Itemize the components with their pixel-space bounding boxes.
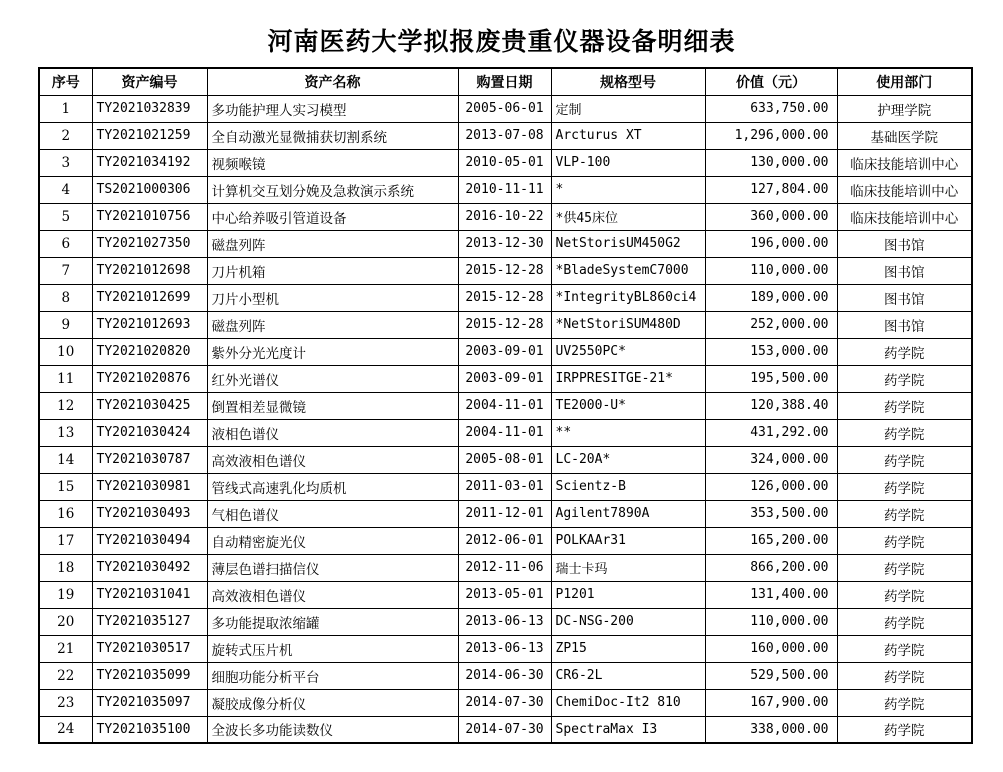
cell-asset-name: 高效液相色谱仪	[207, 446, 458, 473]
cell-asset-code: TY2021030494	[92, 527, 207, 554]
cell-spec-model: POLKAAr31	[551, 527, 705, 554]
cell-serial: 2	[39, 122, 92, 149]
cell-purchase-date: 2012-11-06	[458, 554, 551, 581]
cell-asset-code: TY2021030492	[92, 554, 207, 581]
cell-serial: 19	[39, 581, 92, 608]
cell-spec-model: ChemiDoc-It2 810	[551, 689, 705, 716]
cell-purchase-date: 2013-12-30	[458, 230, 551, 257]
cell-spec-model: *NetStoriSUM480D	[551, 311, 705, 338]
table-row	[39, 662, 972, 689]
cell-spec-model: P1201	[551, 581, 705, 608]
header-serial: 序号	[39, 68, 92, 95]
cell-asset-code: TY2021030517	[92, 635, 207, 662]
cell-serial: 16	[39, 500, 92, 527]
cell-asset-code: TY2021027350	[92, 230, 207, 257]
cell-purchase-date: 2011-12-01	[458, 500, 551, 527]
cell-asset-code: TY2021030981	[92, 473, 207, 500]
cell-department: 药学院	[837, 716, 972, 743]
cell-serial: 3	[39, 149, 92, 176]
cell-asset-name: 刀片小型机	[207, 284, 458, 311]
cell-department: 药学院	[837, 365, 972, 392]
cell-serial: 4	[39, 176, 92, 203]
cell-asset-code: TY2021021259	[92, 122, 207, 149]
cell-asset-code: TY2021035127	[92, 608, 207, 635]
cell-department: 基础医学院	[837, 122, 972, 149]
cell-asset-code: TY2021035097	[92, 689, 207, 716]
cell-purchase-date: 2010-05-01	[458, 149, 551, 176]
cell-spec-model: UV2550PC*	[551, 338, 705, 365]
cell-asset-code: TY2021035100	[92, 716, 207, 743]
table-row	[39, 284, 972, 311]
table-row	[39, 527, 972, 554]
cell-department: 图书馆	[837, 284, 972, 311]
cell-value: 252,000.00	[705, 311, 837, 338]
cell-spec-model: Agilent7890A	[551, 500, 705, 527]
cell-value: 431,292.00	[705, 419, 837, 446]
cell-spec-model: *	[551, 176, 705, 203]
cell-purchase-date: 2016-10-22	[458, 203, 551, 230]
equipment-table	[38, 67, 973, 744]
cell-serial: 9	[39, 311, 92, 338]
cell-purchase-date: 2003-09-01	[458, 365, 551, 392]
cell-value: 127,804.00	[705, 176, 837, 203]
cell-purchase-date: 2005-06-01	[458, 95, 551, 122]
table-row	[39, 716, 972, 743]
cell-purchase-date: 2011-03-01	[458, 473, 551, 500]
cell-serial: 23	[39, 689, 92, 716]
cell-asset-code: TS2021000306	[92, 176, 207, 203]
cell-value: 130,000.00	[705, 149, 837, 176]
cell-asset-name: 磁盘列阵	[207, 230, 458, 257]
cell-asset-name: 高效液相色谱仪	[207, 581, 458, 608]
cell-asset-name: 全波长多功能读数仪	[207, 716, 458, 743]
cell-department: 图书馆	[837, 230, 972, 257]
table-row	[39, 365, 972, 392]
cell-purchase-date: 2014-07-30	[458, 716, 551, 743]
table-header-row	[39, 68, 972, 95]
cell-asset-name: 薄层色谱扫描信仪	[207, 554, 458, 581]
table-row	[39, 149, 972, 176]
cell-serial: 18	[39, 554, 92, 581]
cell-asset-name: 多功能提取浓缩罐	[207, 608, 458, 635]
table-row	[39, 95, 972, 122]
cell-asset-code: TY2021030787	[92, 446, 207, 473]
table-row	[39, 446, 972, 473]
table-row	[39, 554, 972, 581]
cell-spec-model: 瑞士卡玛	[551, 554, 705, 581]
cell-department: 药学院	[837, 473, 972, 500]
cell-asset-code: TY2021030425	[92, 392, 207, 419]
cell-spec-model: SpectraMax I3	[551, 716, 705, 743]
cell-department: 药学院	[837, 527, 972, 554]
header-spec-model: 规格型号	[551, 68, 705, 95]
table-row	[39, 473, 972, 500]
cell-spec-model: DC-NSG-200	[551, 608, 705, 635]
cell-spec-model: NetStorisUM450G2	[551, 230, 705, 257]
cell-value: 189,000.00	[705, 284, 837, 311]
header-department: 使用部门	[837, 68, 972, 95]
cell-asset-name: 凝胶成像分析仪	[207, 689, 458, 716]
cell-purchase-date: 2004-11-01	[458, 392, 551, 419]
cell-serial: 15	[39, 473, 92, 500]
cell-purchase-date: 2015-12-28	[458, 311, 551, 338]
cell-department: 药学院	[837, 419, 972, 446]
cell-asset-name: 旋转式压片机	[207, 635, 458, 662]
cell-spec-model: VLP-100	[551, 149, 705, 176]
cell-value: 360,000.00	[705, 203, 837, 230]
cell-asset-name: 多功能护理人实习模型	[207, 95, 458, 122]
cell-value: 866,200.00	[705, 554, 837, 581]
cell-spec-model: **	[551, 419, 705, 446]
cell-value: 120,388.40	[705, 392, 837, 419]
cell-asset-code: TY2021012698	[92, 257, 207, 284]
cell-asset-name: 全自动激光显微捕获切割系统	[207, 122, 458, 149]
cell-value: 167,900.00	[705, 689, 837, 716]
cell-serial: 24	[39, 716, 92, 743]
cell-serial: 7	[39, 257, 92, 284]
cell-value: 110,000.00	[705, 257, 837, 284]
header-asset-code: 资产编号	[92, 68, 207, 95]
table-row	[39, 257, 972, 284]
cell-purchase-date: 2015-12-28	[458, 284, 551, 311]
cell-value: 196,000.00	[705, 230, 837, 257]
cell-asset-name: 刀片机箱	[207, 257, 458, 284]
cell-value: 324,000.00	[705, 446, 837, 473]
cell-asset-name: 管线式高速乳化均质机	[207, 473, 458, 500]
cell-asset-code: TY2021035099	[92, 662, 207, 689]
cell-spec-model: *BladeSystemC7000	[551, 257, 705, 284]
cell-department: 药学院	[837, 338, 972, 365]
cell-asset-name: 倒置相差显微镜	[207, 392, 458, 419]
cell-department: 药学院	[837, 689, 972, 716]
document-title: 河南医药大学拟报废贵重仪器设备明细表	[267, 27, 736, 56]
cell-purchase-date: 2012-06-01	[458, 527, 551, 554]
cell-purchase-date: 2004-11-01	[458, 419, 551, 446]
cell-value: 110,000.00	[705, 608, 837, 635]
cell-serial: 14	[39, 446, 92, 473]
cell-spec-model: CR6-2L	[551, 662, 705, 689]
cell-department: 药学院	[837, 554, 972, 581]
cell-serial: 1	[39, 95, 92, 122]
cell-asset-code: TY2021020876	[92, 365, 207, 392]
cell-asset-name: 细胞功能分析平台	[207, 662, 458, 689]
cell-asset-name: 红外光谱仪	[207, 365, 458, 392]
cell-department: 图书馆	[837, 257, 972, 284]
header-asset-name: 资产名称	[207, 68, 458, 95]
table-row	[39, 392, 972, 419]
cell-value: 153,000.00	[705, 338, 837, 365]
cell-serial: 6	[39, 230, 92, 257]
cell-value: 160,000.00	[705, 635, 837, 662]
cell-purchase-date: 2015-12-28	[458, 257, 551, 284]
cell-department: 药学院	[837, 392, 972, 419]
table-row	[39, 608, 972, 635]
table-row	[39, 581, 972, 608]
cell-department: 临床技能培训中心	[837, 149, 972, 176]
cell-purchase-date: 2003-09-01	[458, 338, 551, 365]
cell-spec-model: *IntegrityBL860ci4	[551, 284, 705, 311]
cell-value: 195,500.00	[705, 365, 837, 392]
cell-asset-code: TY2021012693	[92, 311, 207, 338]
cell-department: 药学院	[837, 662, 972, 689]
cell-spec-model: LC-20A*	[551, 446, 705, 473]
cell-spec-model: *供45床位	[551, 203, 705, 230]
cell-purchase-date: 2005-08-01	[458, 446, 551, 473]
cell-value: 165,200.00	[705, 527, 837, 554]
cell-purchase-date: 2013-07-08	[458, 122, 551, 149]
cell-asset-code: TY2021010756	[92, 203, 207, 230]
cell-serial: 10	[39, 338, 92, 365]
cell-asset-name: 磁盘列阵	[207, 311, 458, 338]
cell-serial: 5	[39, 203, 92, 230]
cell-department: 临床技能培训中心	[837, 176, 972, 203]
cell-serial: 8	[39, 284, 92, 311]
cell-serial: 20	[39, 608, 92, 635]
cell-spec-model: Arcturus XT	[551, 122, 705, 149]
cell-value: 338,000.00	[705, 716, 837, 743]
table-row	[39, 176, 972, 203]
table-row	[39, 311, 972, 338]
cell-asset-code: TY2021032839	[92, 95, 207, 122]
cell-value: 131,400.00	[705, 581, 837, 608]
table-row	[39, 338, 972, 365]
table-row	[39, 500, 972, 527]
cell-purchase-date: 2013-06-13	[458, 608, 551, 635]
cell-asset-code: TY2021030493	[92, 500, 207, 527]
cell-asset-code: TY2021020820	[92, 338, 207, 365]
cell-value: 1,296,000.00	[705, 122, 837, 149]
cell-department: 图书馆	[837, 311, 972, 338]
cell-asset-name: 视频喉镜	[207, 149, 458, 176]
cell-asset-name: 中心给养吸引管道设备	[207, 203, 458, 230]
cell-asset-code: TY2021012699	[92, 284, 207, 311]
cell-serial: 22	[39, 662, 92, 689]
table-row	[39, 203, 972, 230]
cell-serial: 12	[39, 392, 92, 419]
cell-serial: 17	[39, 527, 92, 554]
table-row	[39, 122, 972, 149]
cell-purchase-date: 2010-11-11	[458, 176, 551, 203]
cell-asset-code: TY2021031041	[92, 581, 207, 608]
cell-department: 临床技能培训中心	[837, 203, 972, 230]
cell-asset-name: 计算机交互划分娩及急救演示系统	[207, 176, 458, 203]
cell-department: 药学院	[837, 608, 972, 635]
cell-value: 126,000.00	[705, 473, 837, 500]
cell-department: 药学院	[837, 635, 972, 662]
cell-purchase-date: 2014-07-30	[458, 689, 551, 716]
cell-asset-name: 液相色谱仪	[207, 419, 458, 446]
cell-purchase-date: 2013-06-13	[458, 635, 551, 662]
header-purchase-date: 购置日期	[458, 68, 551, 95]
cell-asset-code: TY2021030424	[92, 419, 207, 446]
cell-purchase-date: 2013-05-01	[458, 581, 551, 608]
cell-asset-name: 自动精密旋光仪	[207, 527, 458, 554]
cell-asset-code: TY2021034192	[92, 149, 207, 176]
cell-spec-model: TE2000-U*	[551, 392, 705, 419]
table-row	[39, 635, 972, 662]
cell-department: 药学院	[837, 500, 972, 527]
cell-serial: 13	[39, 419, 92, 446]
cell-spec-model: 定制	[551, 95, 705, 122]
cell-value: 529,500.00	[705, 662, 837, 689]
cell-serial: 11	[39, 365, 92, 392]
cell-department: 护理学院	[837, 95, 972, 122]
table-row	[39, 689, 972, 716]
cell-spec-model: ZP15	[551, 635, 705, 662]
cell-purchase-date: 2014-06-30	[458, 662, 551, 689]
cell-department: 药学院	[837, 446, 972, 473]
cell-value: 353,500.00	[705, 500, 837, 527]
cell-spec-model: Scientz-B	[551, 473, 705, 500]
cell-department: 药学院	[837, 581, 972, 608]
cell-asset-name: 气相色谱仪	[207, 500, 458, 527]
table-row	[39, 230, 972, 257]
cell-value: 633,750.00	[705, 95, 837, 122]
cell-spec-model: IRPPRESITGE-21*	[551, 365, 705, 392]
table-row	[39, 419, 972, 446]
header-value: 价值（元）	[705, 68, 837, 95]
cell-serial: 21	[39, 635, 92, 662]
cell-asset-name: 紫外分光光度计	[207, 338, 458, 365]
